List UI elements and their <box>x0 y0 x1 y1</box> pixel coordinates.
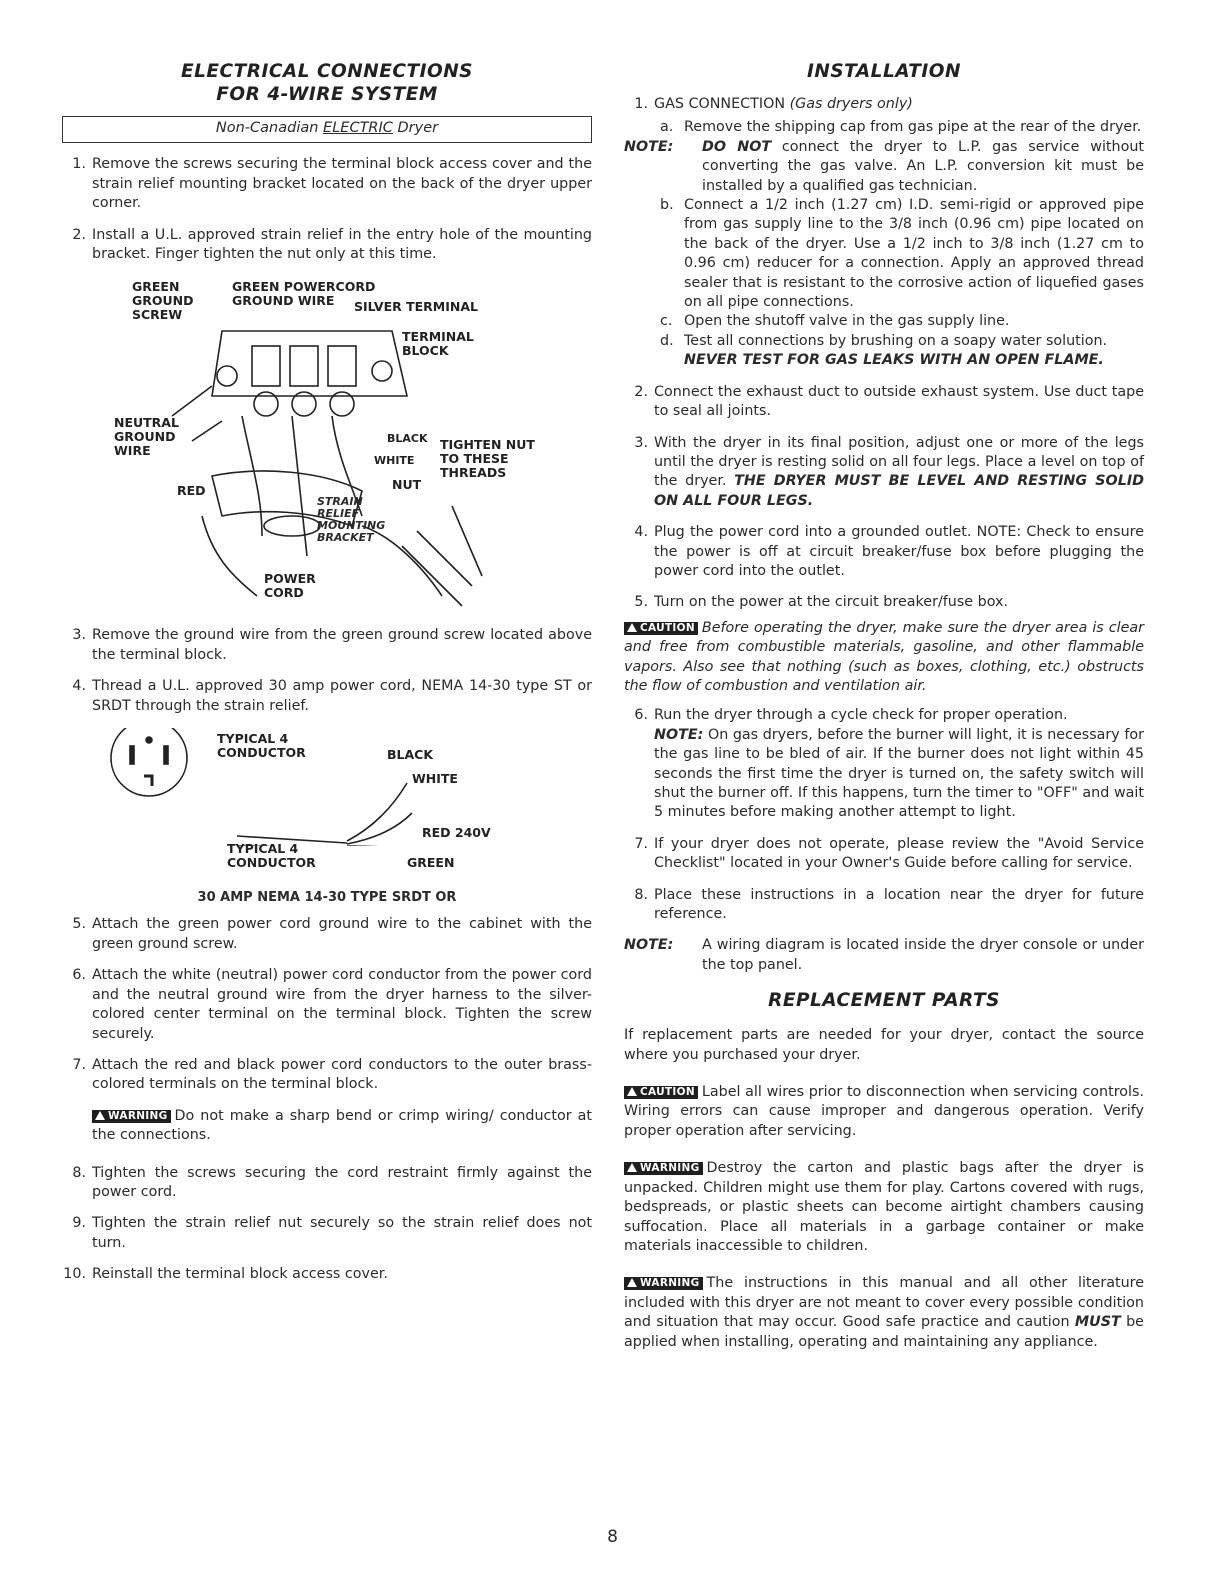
label-cord-black: BLACK <box>387 747 434 763</box>
step-4 <box>62 677 592 716</box>
step-text: Run the dryer through a cycle check for proper operation. <box>654 707 1068 724</box>
installation-steps-3 <box>624 706 1144 924</box>
note-label: NOTE: <box>624 937 674 954</box>
installation-steps <box>624 95 1144 114</box>
step-8-instructions <box>624 886 1144 925</box>
step-text: Turn on the power at the circuit breaker/fuse box. <box>654 594 1009 611</box>
substep-letter: c. <box>660 313 673 330</box>
caution-text: Label all wires prior to disconnection when servicing controls. Wiring errors can cause improper and dangerous operation. Verify proper operation after servicing. <box>624 1084 1144 1139</box>
label-neutral-ground-wire: NEUTRAL GROUND WIRE <box>114 415 179 459</box>
substep-text: Remove the shipping cap from gas pipe at the rear of the dryer. <box>684 119 1142 136</box>
step-text: Remove the screws securing the terminal block access cover and the strain relief mounting bracket located on the back of the dryer upper corner. <box>92 156 592 212</box>
step-text: GAS CONNECTION <box>654 96 790 112</box>
label-black: BLACK <box>387 432 428 446</box>
step-text: Attach the white (neutral) power cord conductor from the power cord and the neutral ground wire from the dryer harness to the silver-colored center terminal on the terminal block. Tighten the screw securely. <box>92 967 592 1042</box>
non-canadian-box <box>62 116 592 143</box>
warning-emphasis: MUST <box>1074 1314 1121 1331</box>
step-number: 3. <box>72 627 86 644</box>
label-strain-relief: STRAIN RELIEF MOUNTING BRACKET <box>317 495 386 545</box>
step-3 <box>62 626 592 665</box>
label-green-powercord: GREEN POWERCORD GROUND WIRE <box>232 279 376 309</box>
warning-text: Do not make a sharp bend or crimp wiring/ conductor at the connections. <box>92 1107 592 1144</box>
step-7 <box>62 1056 592 1095</box>
step-number: 7. <box>634 835 648 852</box>
step-number: 6. <box>634 707 648 724</box>
steps-b <box>62 626 592 716</box>
label-tighten-nut: TIGHTEN NUT TO THESE THREADS <box>440 437 535 481</box>
step-gas-connection <box>624 95 1144 114</box>
substep-b <box>654 196 1144 312</box>
substep-text: Test all connections by brushing on a soapy water solution. <box>684 332 1108 349</box>
step-number: 6. <box>72 967 86 984</box>
label-power-cord: POWER CORD <box>264 571 316 601</box>
label-cord-red: RED 240V <box>422 825 491 841</box>
caution-badge <box>624 1086 698 1099</box>
power-cord-diagram <box>62 728 592 846</box>
step-6 <box>62 966 592 1044</box>
note-text: On gas dryers, before the burner will light, it is necessary for the gas line to be bled of air. If the burner does not light within 45 seconds the first time the dryer is turned on, the safety switch will shut the burner off. If this happens, turn the timer to "OFF" and wait 5 minutes before making another attempt to light. <box>654 726 1144 821</box>
step-text: Thread a U.L. approved 30 amp power cord, NEMA 14-30 type ST or SRDT through the strain relief. <box>92 678 592 714</box>
step-5 <box>62 915 592 954</box>
warning-triangle-icon <box>95 1111 105 1120</box>
step-2 <box>62 226 592 265</box>
step-number: 5. <box>72 916 86 933</box>
step-text: Tighten the screws securing the cord restraint firmly against the power cord. <box>92 1164 592 1200</box>
caution-badge-label: CAUTION <box>640 621 695 634</box>
label-red: RED <box>177 483 206 499</box>
step-text: With the dryer in its final position, adjust one or more of the legs until the dryer is resting solid on all four legs. Place a level on top of the dryer. <box>654 434 1144 490</box>
replacement-parts-title: REPLACEMENT PARTS <box>768 990 1000 1012</box>
step-9 <box>62 1214 592 1253</box>
step-number: 10. <box>63 1266 86 1283</box>
note-label: NOTE: <box>624 138 674 155</box>
caution-badge <box>624 622 698 635</box>
box-underlined: ELECTRIC <box>323 120 393 136</box>
note-lp-gas <box>624 138 1144 196</box>
page-number: 8 <box>607 1527 618 1547</box>
right-column <box>624 60 1144 1370</box>
power-cord-diagram-lower <box>62 842 592 878</box>
substep-letter: d. <box>660 332 674 349</box>
label-white: WHITE <box>374 454 415 468</box>
step-emphasis: THE DRYER MUST BE LEVEL AND RESTING SOLID ON ALL FOUR LEGS. <box>654 473 1145 509</box>
label-green-ground-screw: GREEN GROUND SCREW <box>132 279 194 323</box>
cord-caption: 30 AMP NEMA 14-30 TYPE SRDT OR <box>197 890 457 906</box>
step-text: Plug the power cord into a grounded outlet. NOTE: Check to ensure the power is off at circuit breaker/fuse box before plugging the power cord into the outlet. <box>654 524 1144 579</box>
step-number: 1. <box>634 96 648 112</box>
box-prefix: Non-Canadian <box>215 120 324 136</box>
replacement-text: If replacement parts are needed for your dryer, contact the source where you purchased your dryer. <box>624 1027 1144 1063</box>
warning-text: Destroy the carton and plastic bags after the dryer is unpacked. Children might use them for play. Cartons covered with rugs, bedspreads, or plastic sheets can become airtight chambers causing suffocation. Place all materials in a garbage container or make materials inaccessible to children. <box>624 1160 1144 1254</box>
step-number: 3. <box>634 434 648 451</box>
warning-text: The instructions in this manual and all other literature included with this dryer are not meant to cover every possible condition and situation that may occur. Good safe practice and caution <box>624 1275 1144 1331</box>
warning-badge <box>624 1162 703 1175</box>
label-terminal-block: TERMINAL BLOCK <box>402 329 474 359</box>
step-10 <box>62 1265 592 1284</box>
step-number: 8. <box>634 886 648 903</box>
step-3-level <box>624 434 1144 512</box>
note-emphasis: DO NOT <box>702 138 772 155</box>
step-number: 1. <box>72 156 86 173</box>
label-silver-terminal: SILVER TERMINAL <box>354 299 478 315</box>
warning-sharp-bend <box>62 1107 592 1146</box>
steps-c <box>62 915 592 1094</box>
warning-instructions <box>624 1274 1144 1352</box>
warning-badge <box>92 1110 171 1123</box>
step-7-service <box>624 835 1144 874</box>
step-text: If your dryer does not operate, please review the "Avoid Service Checklist" located in your Owner's Guide before calling for service. <box>654 835 1144 872</box>
label-nut: NUT <box>392 477 422 493</box>
warning-suffocation <box>624 1159 1144 1256</box>
step-4-plug <box>624 523 1144 581</box>
substep-text: Connect a 1/2 inch (1.27 cm) I.D. semi-rigid or approved pipe from gas supply line to the 3/8 inch (0.96 cm) pipe located on the back of the dryer. Use a 1/2 inch to 3/8 inch (1.27 cm to 0.96 cm) reducer for a connection. Apply an approved thread sealer that is resistant to the corrosive action of liquefied gases on all pipe connections. <box>684 197 1144 311</box>
step-italic: (Gas dryers only) <box>789 96 913 112</box>
step-number: 4. <box>72 678 86 695</box>
installation-title: INSTALLATION <box>806 61 962 82</box>
step-number: 2. <box>72 226 86 243</box>
electrical-title-line2: FOR 4-WIRE SYSTEM <box>216 84 438 105</box>
warning-triangle-icon <box>627 1163 637 1172</box>
step-text: Attach the red and black power cord conductors to the outer brass-colored terminals on the terminal block. <box>92 1056 592 1093</box>
step-number: 8. <box>72 1164 86 1181</box>
step-text: Install a U.L. approved strain relief in the entry hole of the mounting bracket. Finger tighten the nut only at this time. <box>92 226 592 263</box>
caution-label-wires <box>624 1083 1144 1141</box>
step-text: Remove the ground wire from the green ground screw located above the terminal block. <box>92 627 592 663</box>
terminal-block-diagram <box>62 276 592 616</box>
substep-letter: a. <box>660 119 674 136</box>
step-number: 4. <box>634 524 648 541</box>
step-2-exhaust <box>624 383 1144 422</box>
left-column <box>62 60 592 1297</box>
warning-triangle-icon <box>627 1278 637 1287</box>
warning-badge <box>624 1277 703 1290</box>
label-typical-bottom: TYPICAL 4 CONDUCTOR <box>227 841 316 871</box>
substep-c <box>654 312 1144 331</box>
substep-letter: b. <box>660 197 674 214</box>
step-5-power <box>624 593 1144 612</box>
box-suffix: Dryer <box>392 120 439 136</box>
step-number: 7. <box>72 1056 86 1073</box>
note-text: connect the dryer to L.P. gas service without converting the gas valve. An L.P. conversion kit must be installed by a qualified gas technician. <box>702 138 1144 194</box>
step-number: 5. <box>634 594 648 611</box>
step-6-run <box>624 706 1144 822</box>
steps-d <box>62 1164 592 1285</box>
note-label: NOTE: <box>654 726 704 743</box>
caution-triangle-icon <box>627 623 637 632</box>
note-text: A wiring diagram is located inside the dryer console or under the top panel. <box>702 937 1144 973</box>
electrical-title-line1: ELECTRICAL CONNECTIONS <box>180 61 474 82</box>
warning-badge-label: WARNING <box>108 1109 168 1122</box>
caution-triangle-icon <box>627 1087 637 1096</box>
substep-a <box>654 118 1144 137</box>
step-number: 9. <box>72 1215 86 1232</box>
step-text: Tighten the strain relief nut securely so the strain relief does not turn. <box>92 1215 592 1251</box>
warning-badge-label: WARNING <box>640 1162 700 1175</box>
steps-a <box>62 155 592 264</box>
step-1 <box>62 155 592 213</box>
installation-steps-2 <box>624 383 1144 613</box>
substep-emphasis: NEVER TEST FOR GAS LEAKS WITH AN OPEN FLAME. <box>684 352 1104 369</box>
step-text: Reinstall the terminal block access cover. <box>92 1266 388 1283</box>
caution-badge-label: CAUTION <box>640 1086 695 1099</box>
step-text: Connect the exhaust duct to outside exhaust system. Use duct tape to seal all joints. <box>654 383 1144 420</box>
power-cord-illustration <box>62 728 592 846</box>
warning-text-end: be applied when installing, operating and maintaining any appliance. <box>624 1314 1144 1350</box>
substep-text: Open the shutoff valve in the gas supply line. <box>684 313 1010 330</box>
step-text: Place these instructions in a location near the dryer for future reference. <box>654 886 1144 923</box>
step-number: 2. <box>634 383 648 400</box>
step-text: Attach the green power cord ground wire to the cabinet with the green ground screw. <box>92 916 592 952</box>
label-cord-white: WHITE <box>412 771 458 787</box>
label-typical-top: TYPICAL 4 CONDUCTOR <box>217 731 306 761</box>
label-cord-green: GREEN <box>407 855 455 871</box>
note-wiring-diagram <box>624 936 1144 975</box>
step-8 <box>62 1164 592 1203</box>
warning-badge-label: WARNING <box>640 1277 700 1290</box>
caution-text: Before operating the dryer, make sure the dryer area is clear and free from combustible materials, gasoline, and other flammable vapors. Also see that nothing (such as boxes, clothing, etc.) obstructs the flow of combustion and ventilation air. <box>624 619 1144 694</box>
caution-combustible <box>624 619 1144 697</box>
substep-d <box>654 332 1144 371</box>
